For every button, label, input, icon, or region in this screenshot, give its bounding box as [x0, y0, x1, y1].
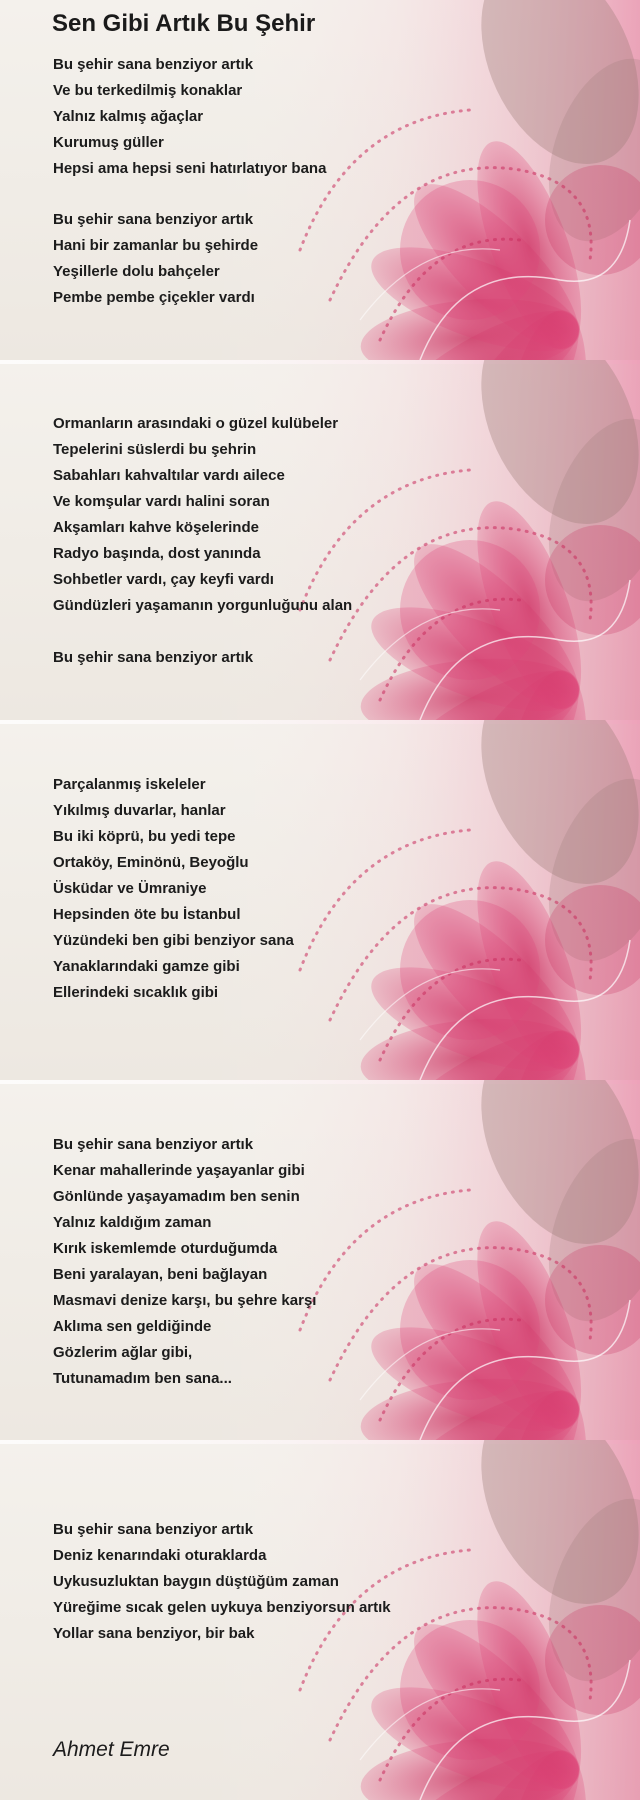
- poem-line: Bu şehir sana benziyor artık: [53, 211, 254, 228]
- poem-line: Bu şehir sana benziyor artık: [53, 56, 254, 73]
- poem-line: Ve bu terkedilmiş konaklar: [53, 82, 243, 99]
- poem-line: Gündüzleri yaşamanın yorgunluğunu alan: [53, 597, 353, 614]
- poem-line: Yüzündeki ben gibi benziyor sana: [53, 932, 294, 949]
- poem-line: Deniz kenarındaki oturaklarda: [53, 1547, 267, 1564]
- poem-line: Yollar sana benziyor, bir bak: [53, 1625, 255, 1642]
- poem-title: Sen Gibi Artık Bu Şehir: [52, 10, 316, 37]
- poem-line: Bu şehir sana benziyor artık: [53, 1136, 254, 1153]
- stanza-4: [53, 645, 253, 671]
- stanza-6: [53, 1132, 316, 1392]
- poem-line: Sabahları kahvaltılar vardı ailece: [53, 467, 285, 484]
- poem-line: Yalnız kalmış ağaçlar: [53, 108, 204, 125]
- poem-line: Ortaköy, Eminönü, Beyoğlu: [53, 854, 249, 871]
- poem-line: Hepsinden öte bu İstanbul: [53, 906, 241, 923]
- stanza-3: [53, 411, 352, 619]
- poem-line: Tepelerini süslerdi bu şehrin: [53, 441, 257, 458]
- poem-line: Hepsi ama hepsi seni hatırlatıyor bana: [53, 160, 327, 177]
- poem-line: Yeşillerle dolu bahçeler: [53, 263, 220, 280]
- poem-line: Kurumuş güller: [53, 134, 164, 151]
- stanza-7: [53, 1517, 391, 1647]
- poem-line: Hani bir zamanlar bu şehirde: [53, 237, 259, 254]
- poem-line: Beni yaralayan, beni bağlayan: [53, 1266, 268, 1283]
- poem-line: Yanaklarındaki gamze gibi: [53, 958, 240, 975]
- poem-line: Ellerindeki sıcaklık gibi: [53, 984, 219, 1001]
- poem-line: Yüreğime sıcak gelen uykuya benziyorsun artık: [53, 1599, 391, 1616]
- poem-line: Tutunamadım ben sana...: [53, 1370, 232, 1387]
- poem-line: Pembe pembe çiçekler vardı: [53, 289, 255, 306]
- poem-line: Ormanların arasındaki o güzel kulübeler: [53, 415, 339, 432]
- poem-line: Masmavi denize karşı, bu şehre karşı: [53, 1292, 317, 1309]
- poem-line: Aklıma sen geldiğinde: [53, 1318, 212, 1335]
- poem-line: Parçalanmış iskeleler: [53, 776, 206, 793]
- poem-line: Ve komşular vardı halini soran: [53, 493, 270, 510]
- poem-line: Gönlünde yaşayamadım ben senin: [53, 1188, 300, 1205]
- poem-line: Kenar mahallerinde yaşayanlar gibi: [53, 1162, 305, 1179]
- poem-line: Akşamları kahve köşelerinde: [53, 519, 259, 536]
- poem-line: Bu şehir sana benziyor artık: [53, 1521, 254, 1538]
- poem-line: Yıkılmış duvarlar, hanlar: [53, 802, 226, 819]
- stanza-1: [53, 52, 326, 182]
- poem-line: Bu şehir sana benziyor artık: [53, 649, 254, 666]
- poem-line: Gözlerim ağlar gibi,: [53, 1344, 193, 1361]
- poem-line: Kırık iskemlemde oturduğumda: [53, 1240, 278, 1257]
- poem-author: Ahmet Emre: [53, 1738, 170, 1761]
- poem-line: Uykusuzluktan baygın düştüğüm zaman: [53, 1573, 339, 1590]
- poem-line: Sohbetler vardı, çay keyfi vardı: [53, 571, 274, 588]
- poem-line: Üsküdar ve Ümraniye: [53, 880, 207, 897]
- stanza-5: [53, 772, 294, 1006]
- poem-line: Bu iki köprü, bu yedi tepe: [53, 828, 236, 845]
- poem-line: Radyo başında, dost yanında: [53, 545, 261, 562]
- poem-line: Yalnız kaldığım zaman: [53, 1214, 212, 1231]
- stanza-2: [53, 207, 258, 311]
